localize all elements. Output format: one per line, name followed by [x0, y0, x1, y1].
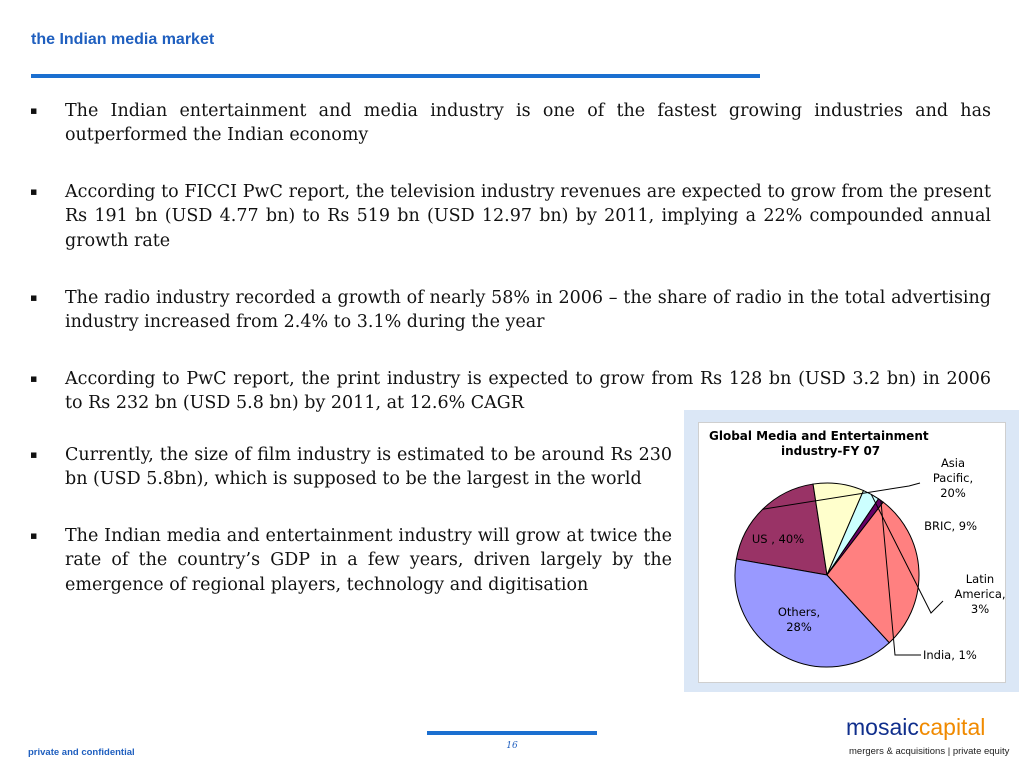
chart-panel	[698, 422, 1006, 683]
bullet-text: The Indian media and entertainment industry will grow at twice the rate of the country’s GDP in a few years, driven largely by the emergence of regional players, technology and digitisation	[65, 526, 672, 595]
footer-divider	[427, 731, 597, 735]
confidential-note: private and confidential	[28, 747, 135, 758]
bullet-marker: ▪	[30, 372, 38, 385]
pie-slice-label: BRIC, 9%	[924, 519, 977, 533]
pie-slice-label: Others,	[777, 605, 821, 619]
bullet-text: According to PwC report, the print industry is expected to grow from Rs 128 bn (USD 3.2 bn) in 2006 to Rs 232 bn (USD 5.8 bn) by 2011, at 12.6% CAGR	[65, 369, 991, 414]
bullet-marker: ▪	[30, 529, 38, 542]
page-title: the Indian media market	[31, 31, 215, 48]
bullet-text: The Indian entertainment and media industry is one of the fastest growing industries and has outperformed the Indian economy	[65, 101, 991, 146]
chart-title-line2: industry-FY 07	[781, 444, 881, 458]
pie-slice-label: India, 1%	[923, 648, 977, 662]
bullet-marker: ▪	[30, 291, 38, 304]
brand-logo-part1: mosaic	[846, 714, 919, 740]
bullet-text: Currently, the size of film industry is estimated to be around Rs 230 bn (USD 5.8bn), which is supposed to be the largest in the world	[65, 445, 672, 490]
chart-frame	[684, 410, 1019, 692]
pie-slice-label: Asia	[940, 456, 966, 470]
pie-slice-label: 28%	[786, 620, 812, 634]
brand-logo-part2: capital	[918, 714, 986, 740]
brand-logo	[846, 714, 985, 741]
bullet-marker: ▪	[30, 448, 38, 461]
bullet-text: The radio industry recorded a growth of nearly 58% in 2006 – the share of radio in the total advertising industry increased from 2.4% to 3.1% during the year	[65, 288, 991, 333]
pie-slice-label: 3%	[970, 602, 990, 616]
bullet-marker: ▪	[30, 185, 38, 198]
pie-slice-label: Latin	[965, 572, 995, 586]
bullet-text: According to FICCI PwC report, the television industry revenues are expected to grow from the present Rs 191 bn (USD 4.77 bn) to Rs 519 bn (USD 12.97 bn) by 2011, implying a 22% compounded annual growth rate	[65, 182, 991, 251]
brand-tagline: mergers & acquisitions | private equity	[849, 746, 1010, 757]
pie-slice-label: 20%	[940, 486, 966, 500]
pie-chart	[699, 423, 1005, 682]
page-number: 16	[506, 741, 518, 751]
pie-slice-label: US , 40%	[751, 532, 805, 546]
bullet-marker: ▪	[30, 104, 38, 117]
pie-slice-label: America,	[954, 587, 1005, 601]
chart-title-line1: Global Media and Entertainment	[709, 429, 929, 443]
title-divider	[31, 74, 760, 78]
pie-slice-label: Pacific,	[932, 471, 974, 485]
